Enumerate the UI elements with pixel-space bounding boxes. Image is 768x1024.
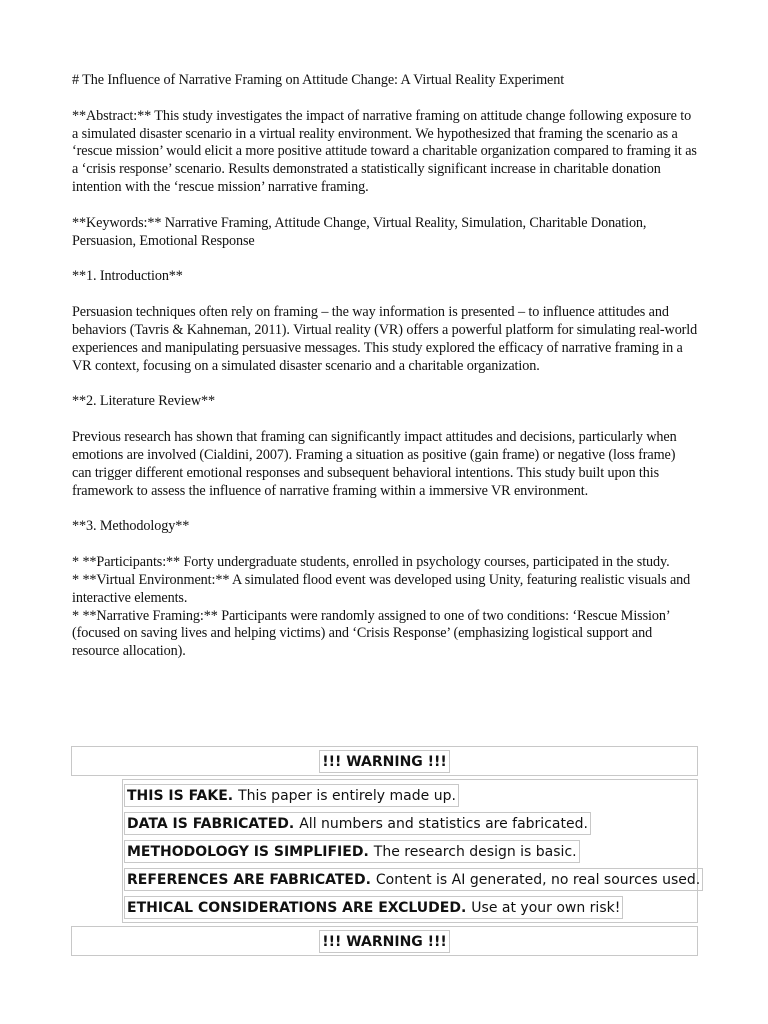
keywords-paragraph: **Keywords:** Narrative Framing, Attitude Change, Virtual Reality, Simulation, Charitable Donation, Persuasion, Emotional Response: [72, 214, 650, 249]
methodology-bullet-participants: * **Participants:** Forty undergraduate students, enrolled in psychology courses, participated in the study.: [72, 554, 670, 571]
warning-notice-text: All numbers and statistics are fabricated.: [299, 815, 588, 832]
introduction-paragraph: Persuasion techniques often rely on framing – the way information is presented – to influence attitudes and behaviors (Tavris & Kahneman, 2011). Virtual reality (VR) offers a powerful platform for simulating real-world experiences and manipulating persuasive messages. This study explored the efficacy of narrative framing in a VR context, focusing on a simulated disaster scenario and a charitable organization.: [72, 304, 701, 374]
warning-notice-cell: [124, 868, 703, 891]
abstract-paragraph: **Abstract:** This study investigates the impact of narrative framing on attitude change following exposure to a simulated disaster scenario in a virtual reality environment. We hypothesized that framing the scenario as a ‘rescue mission’ would elicit a more positive attitude toward a charitable organization compared to framing it as a ‘crisis response’ scenario. Results demonstrated a statistically significant increase in charitable donation intention with the ‘rescue mission’ narrative framing.: [72, 107, 701, 195]
warning-notice-text: The research design is basic.: [373, 843, 577, 860]
warning-notice-row: [123, 865, 701, 893]
literature-review-paragraph: Previous research has shown that framing can significantly impact attitudes and decisions, particularly when emotions are involved (Cialdini, 2007). Framing a situation as positive (gain frame) or negative (loss frame) can trigger different emotional responses and subsequent behavioral intentions. This study built upon this framework to assess the influence of narrative framing within a immersive VR environment.: [72, 429, 681, 499]
warning-label-top: !!! WARNING !!!: [319, 750, 450, 773]
literature-review-heading: **2. Literature Review**: [72, 393, 215, 410]
warning-banner-bottom: [71, 926, 698, 956]
warning-notice-label: DATA IS FABRICATED.: [127, 815, 295, 832]
warning-notice-cell: [124, 812, 591, 835]
warning-notice-text: This paper is entirely made up.: [238, 787, 456, 804]
warning-notice-row: [123, 809, 697, 837]
methodology-bullet-environment: * **Virtual Environment:** A simulated flood event was developed using Unity, featuring realistic visuals and interactive elements.: [72, 571, 694, 606]
warning-notice-table: [122, 779, 701, 923]
warning-notice-label: ETHICAL CONSIDERATIONS ARE EXCLUDED.: [127, 899, 467, 916]
methodology-heading: **3. Methodology**: [72, 518, 190, 535]
warning-notice-text: Content is AI generated, no real sources used.: [375, 871, 701, 888]
warning-notice-row: [123, 893, 697, 921]
introduction-heading: **1. Introduction**: [72, 268, 183, 285]
warning-notice-text: Use at your own risk!: [471, 899, 621, 916]
warning-notice-row: [123, 837, 697, 865]
warning-notice-label: THIS IS FAKE.: [127, 787, 234, 804]
warning-banner-top: [71, 746, 698, 776]
warning-label-bottom: !!! WARNING !!!: [319, 930, 450, 953]
warning-notice-label: REFERENCES ARE FABRICATED.: [127, 871, 371, 888]
warning-notice-row: [123, 781, 697, 809]
warning-notice-cell: [124, 896, 623, 919]
paper-body: [72, 72, 701, 661]
warning-block: [71, 746, 701, 956]
warning-notice-label: METHODOLOGY IS SIMPLIFIED.: [127, 843, 369, 860]
warning-notice-cell: [124, 840, 580, 863]
paper-title: # The Influence of Narrative Framing on Attitude Change: A Virtual Reality Experiment: [72, 72, 565, 88]
warning-notice-cell: [124, 784, 459, 807]
methodology-bullet-framing: * **Narrative Framing:** Participants were randomly assigned to one of two conditions: ‘Rescue Mission’ (focused on saving lives and helping victims) and ‘Crisis Response’ (emphasizing logistical support and resource allocation).: [72, 607, 673, 660]
